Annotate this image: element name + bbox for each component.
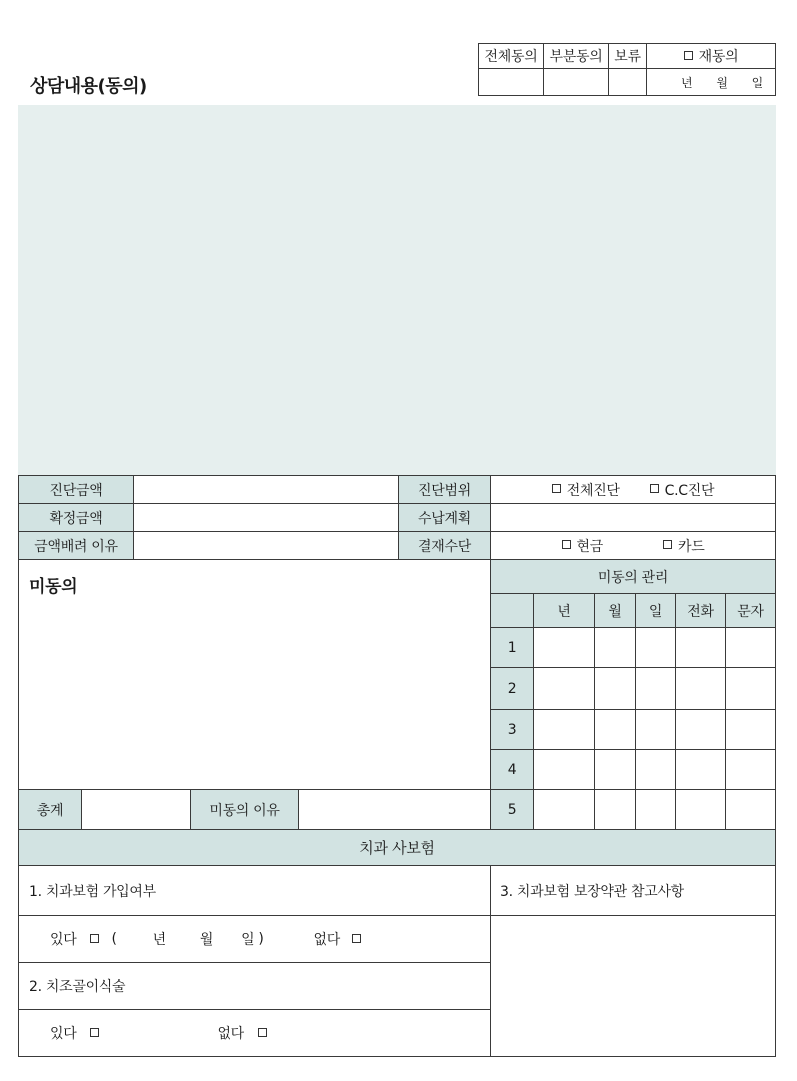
- reconsent-label: 재동의: [698, 49, 739, 65]
- management-year-field[interactable]: [533, 667, 595, 710]
- checkbox-icon[interactable]: [562, 540, 571, 549]
- management-year-field[interactable]: [533, 709, 595, 750]
- consent-full-header: 전체동의: [478, 43, 544, 69]
- management-phone-field[interactable]: [675, 709, 726, 750]
- checkbox-icon[interactable]: [650, 484, 659, 493]
- management-year-field[interactable]: [533, 749, 595, 790]
- reconsent-checkbox[interactable]: [684, 51, 693, 60]
- consent-full-field[interactable]: [478, 68, 544, 96]
- scope-option-full[interactable]: [552, 480, 620, 500]
- reconsent-header[interactable]: [646, 43, 776, 69]
- management-month-field[interactable]: [594, 667, 636, 710]
- q2-no-checkbox[interactable]: [258, 1028, 267, 1037]
- page-title: 상담내용(동의): [30, 76, 147, 97]
- consent-partial-field[interactable]: [543, 68, 609, 96]
- insurance-q3-field[interactable]: [490, 915, 776, 1057]
- payment-option-card-label: 카드: [678, 538, 705, 555]
- confirmed-amount-label: 확정금액: [18, 503, 134, 532]
- management-sms-field[interactable]: [725, 627, 776, 668]
- non-consent-reason-field[interactable]: [298, 789, 491, 830]
- scope-option-full-label: 전체진단: [566, 482, 620, 499]
- management-day-field[interactable]: [635, 667, 676, 710]
- management-phone-field[interactable]: [675, 667, 726, 710]
- reconsent-year-label: 년: [681, 75, 693, 90]
- q1-no-checkbox[interactable]: [352, 934, 361, 943]
- management-day-field[interactable]: [635, 789, 676, 830]
- non-consent-area[interactable]: [18, 559, 491, 790]
- q1-month-label: 월: [199, 932, 214, 948]
- management-year-field[interactable]: [533, 789, 595, 830]
- q1-open-paren: (: [111, 931, 117, 947]
- checkbox-icon[interactable]: [552, 484, 561, 493]
- non-consent-reason-label: 미동의 이유: [190, 789, 299, 830]
- q1-close-paren: ): [258, 931, 264, 947]
- payment-option-cash[interactable]: [562, 536, 603, 556]
- payment-option-cash-label: 현금: [576, 538, 603, 555]
- diagnosis-scope-label: 진단범위: [398, 475, 491, 504]
- insurance-q1-options: [18, 915, 491, 963]
- total-label: 총계: [18, 789, 82, 830]
- management-month-field[interactable]: [594, 709, 636, 750]
- management-sms-field[interactable]: [725, 749, 776, 790]
- q2-yes-checkbox[interactable]: [90, 1028, 99, 1037]
- consent-partial-header: 부분동의: [543, 43, 609, 69]
- q1-yes-checkbox[interactable]: [90, 934, 99, 943]
- management-title: 미동의 관리: [490, 559, 776, 594]
- management-day-header: 일: [635, 593, 676, 628]
- management-phone-field[interactable]: [675, 749, 726, 790]
- diagnosis-scope-field: [490, 475, 776, 504]
- management-month-field[interactable]: [594, 789, 636, 830]
- payment-method-label: 결재수단: [398, 531, 491, 560]
- reconsent-date-field[interactable]: [646, 68, 776, 96]
- checkbox-icon[interactable]: [663, 540, 672, 549]
- management-month-header: 월: [594, 593, 636, 628]
- management-row-index: 3: [490, 709, 534, 750]
- management-month-field[interactable]: [594, 627, 636, 668]
- insurance-q2-label: 2. 치조골이식술: [18, 962, 491, 1010]
- reconsent-month-label: 월: [716, 75, 728, 90]
- management-sms-field[interactable]: [725, 789, 776, 830]
- scope-option-cc[interactable]: [650, 480, 715, 500]
- management-row-index: 5: [490, 789, 534, 830]
- management-year-header: 년: [533, 593, 595, 628]
- consultation-notes-area[interactable]: [18, 105, 776, 475]
- confirmed-amount-field[interactable]: [133, 503, 399, 532]
- q1-no-label: 없다: [313, 932, 340, 948]
- management-day-field[interactable]: [635, 627, 676, 668]
- q2-yes-label: 있다: [50, 1026, 77, 1042]
- total-field[interactable]: [81, 789, 191, 830]
- management-month-field[interactable]: [594, 749, 636, 790]
- q1-yes-label: 있다: [50, 932, 77, 948]
- management-phone-field[interactable]: [675, 627, 726, 668]
- management-day-field[interactable]: [635, 709, 676, 750]
- management-index-header: [490, 593, 534, 628]
- q1-day-label: 일: [241, 932, 255, 948]
- payment-option-card[interactable]: [663, 536, 704, 556]
- payment-plan-field[interactable]: [490, 503, 776, 532]
- insurance-q1-label: 1. 치과보험 가입여부: [18, 865, 491, 916]
- discount-reason-field[interactable]: [133, 531, 399, 560]
- payment-method-field: [490, 531, 776, 560]
- management-row-index: 1: [490, 627, 534, 668]
- management-sms-field[interactable]: [725, 667, 776, 710]
- dental-insurance-title: 치과 사보험: [18, 829, 776, 866]
- management-day-field[interactable]: [635, 749, 676, 790]
- management-sms-header: 문자: [725, 593, 776, 628]
- discount-reason-label: 금액배려 이유: [18, 531, 134, 560]
- scope-option-cc-label: C.C진단: [664, 482, 715, 499]
- payment-plan-label: 수납계획: [398, 503, 491, 532]
- q2-no-label: 없다: [217, 1026, 244, 1042]
- reconsent-day-label: 일: [751, 75, 763, 90]
- insurance-q2-options: [18, 1009, 491, 1057]
- management-sms-field[interactable]: [725, 709, 776, 750]
- management-phone-header: 전화: [675, 593, 726, 628]
- management-phone-field[interactable]: [675, 789, 726, 830]
- non-consent-title: 미동의: [29, 577, 78, 597]
- diagnosis-amount-field[interactable]: [133, 475, 399, 504]
- management-row-index: 2: [490, 667, 534, 710]
- consent-hold-field[interactable]: [608, 68, 647, 96]
- consent-hold-header: 보류: [608, 43, 647, 69]
- insurance-q3-label: 3. 치과보험 보장약관 참고사항: [490, 865, 776, 916]
- diagnosis-amount-label: 진단금액: [18, 475, 134, 504]
- management-year-field[interactable]: [533, 627, 595, 668]
- q1-year-label: 년: [152, 932, 166, 948]
- management-row-index: 4: [490, 749, 534, 790]
